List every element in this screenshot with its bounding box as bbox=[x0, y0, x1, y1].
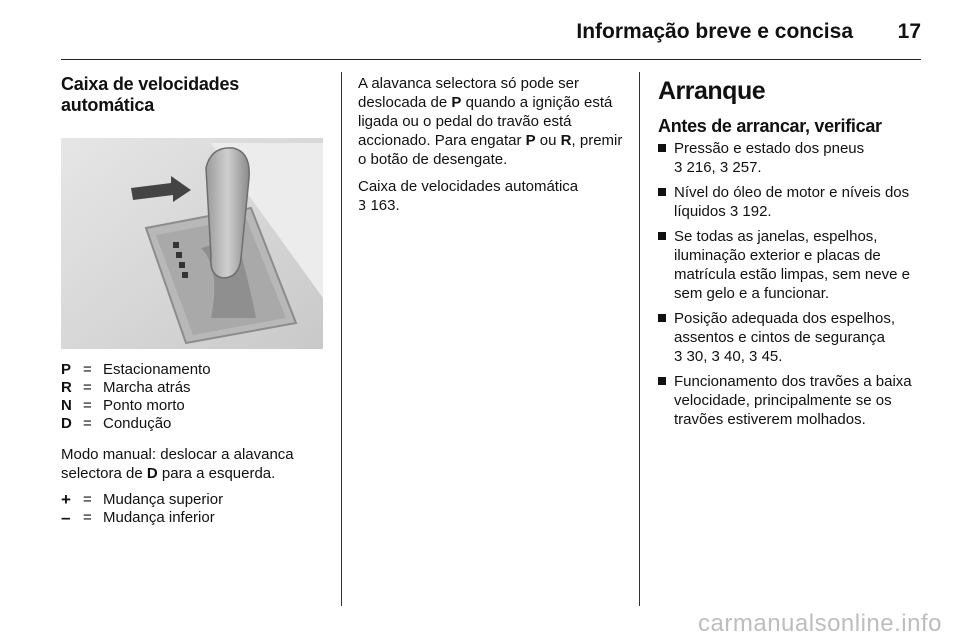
p1-c: ou bbox=[535, 132, 561, 149]
shift-equals: = bbox=[83, 509, 92, 526]
list-item bbox=[658, 139, 928, 177]
selector-lever-paragraph bbox=[358, 74, 628, 169]
legend-equals: = bbox=[83, 361, 92, 378]
item-text: Nível do óleo de motor e níveis dos líquidos bbox=[674, 184, 910, 220]
legend-equals: = bbox=[83, 397, 92, 414]
gear-lever-drawing bbox=[61, 138, 323, 349]
header-title: Informação breve e concisa bbox=[576, 20, 853, 43]
shift-value: Mudança inferior bbox=[103, 509, 215, 526]
bullet-square-icon bbox=[658, 232, 666, 240]
manual-key: D bbox=[146, 465, 158, 482]
list-item bbox=[658, 227, 928, 303]
legend-row bbox=[61, 415, 326, 433]
legend-equals: = bbox=[83, 415, 92, 432]
page-header bbox=[61, 18, 921, 58]
subheading-checks: Antes de arrancar, verificar bbox=[658, 116, 882, 136]
bullet-square-icon bbox=[658, 314, 666, 322]
list-item bbox=[658, 309, 928, 366]
cross-reference-paragraph bbox=[358, 177, 628, 216]
item-ref: 3 30, 3 40, 3 45. bbox=[674, 348, 783, 365]
legend-value: Estacionamento bbox=[103, 361, 211, 378]
shift-row bbox=[61, 491, 326, 509]
p1-d: , premir o botão de desengate. bbox=[358, 132, 623, 168]
legend-value: Ponto morto bbox=[103, 397, 185, 414]
item-text: Se todas as janelas, espelhos, iluminação exterior e placas de matrícula estão limpas, sem neve e sem gelo e a funcionar. bbox=[674, 228, 910, 302]
legend-key: P bbox=[61, 361, 72, 378]
item-text: Funcionamento dos travões a baixa velocidade, principalmente se os travões estiverem molhados. bbox=[674, 373, 912, 428]
header-rule bbox=[61, 59, 921, 60]
list-item bbox=[658, 183, 928, 221]
legend-value: Condução bbox=[103, 415, 172, 432]
legend-row bbox=[61, 397, 326, 415]
minus-icon: – bbox=[61, 508, 71, 527]
bullet-square-icon bbox=[658, 377, 666, 385]
middle-column bbox=[358, 74, 628, 216]
legend-key: N bbox=[61, 397, 72, 414]
reference-arrow-icon: 3 bbox=[358, 199, 367, 214]
legend-key: D bbox=[61, 415, 72, 432]
watermark: carmanualsonline.info bbox=[698, 610, 942, 637]
p1-a: A alavanca selectora só pode ser deslocada de bbox=[358, 75, 579, 111]
shift-legend bbox=[61, 491, 326, 527]
p1-key-p: P bbox=[451, 94, 462, 111]
checklist bbox=[658, 139, 928, 429]
shift-equals: = bbox=[83, 491, 92, 508]
p1-key-r: R bbox=[560, 132, 572, 149]
ref-text: Caixa de velocidades automática bbox=[358, 178, 579, 195]
shift-row bbox=[61, 509, 326, 527]
bullet-square-icon bbox=[658, 144, 666, 152]
legend-key: R bbox=[61, 379, 72, 396]
manual-text-2: para a esquerda. bbox=[157, 465, 276, 482]
item-ref: 3 192. bbox=[729, 203, 772, 220]
legend-row bbox=[61, 379, 326, 397]
p1-key-p2: P bbox=[525, 132, 536, 149]
plus-icon: + bbox=[61, 490, 71, 509]
manual-mode-text bbox=[61, 445, 326, 483]
right-column bbox=[658, 74, 928, 435]
column-divider-1 bbox=[341, 72, 342, 606]
bullet-square-icon bbox=[658, 188, 666, 196]
gear-position-legend bbox=[61, 361, 326, 433]
section-heading-starting: Arranque bbox=[658, 77, 766, 105]
left-column bbox=[61, 74, 326, 527]
list-item bbox=[658, 372, 928, 429]
legend-equals: = bbox=[83, 379, 92, 396]
legend-row bbox=[61, 361, 326, 379]
shift-value: Mudança superior bbox=[103, 491, 224, 508]
legend-value: Marcha atrás bbox=[103, 379, 191, 396]
column-divider-2 bbox=[639, 72, 640, 606]
item-text: Posição adequada dos espelhos, assentos e cintos de segurança bbox=[674, 310, 896, 346]
item-text: Pressão e estado dos pneus bbox=[674, 140, 865, 157]
section-title-gearbox: Caixa de velocidades automática bbox=[61, 74, 240, 115]
manual-text-1: Modo manual: deslocar a alavanca selectora de bbox=[61, 446, 294, 482]
ref-page: 163. bbox=[366, 197, 400, 214]
page-number: 17 bbox=[897, 20, 921, 43]
gear-selector-illustration bbox=[61, 138, 323, 349]
p1-b: quando a ignição está ligada ou o pedal do travão está accionado. Para engatar bbox=[358, 94, 613, 149]
item-ref: 3 216, 3 257. bbox=[674, 159, 762, 176]
